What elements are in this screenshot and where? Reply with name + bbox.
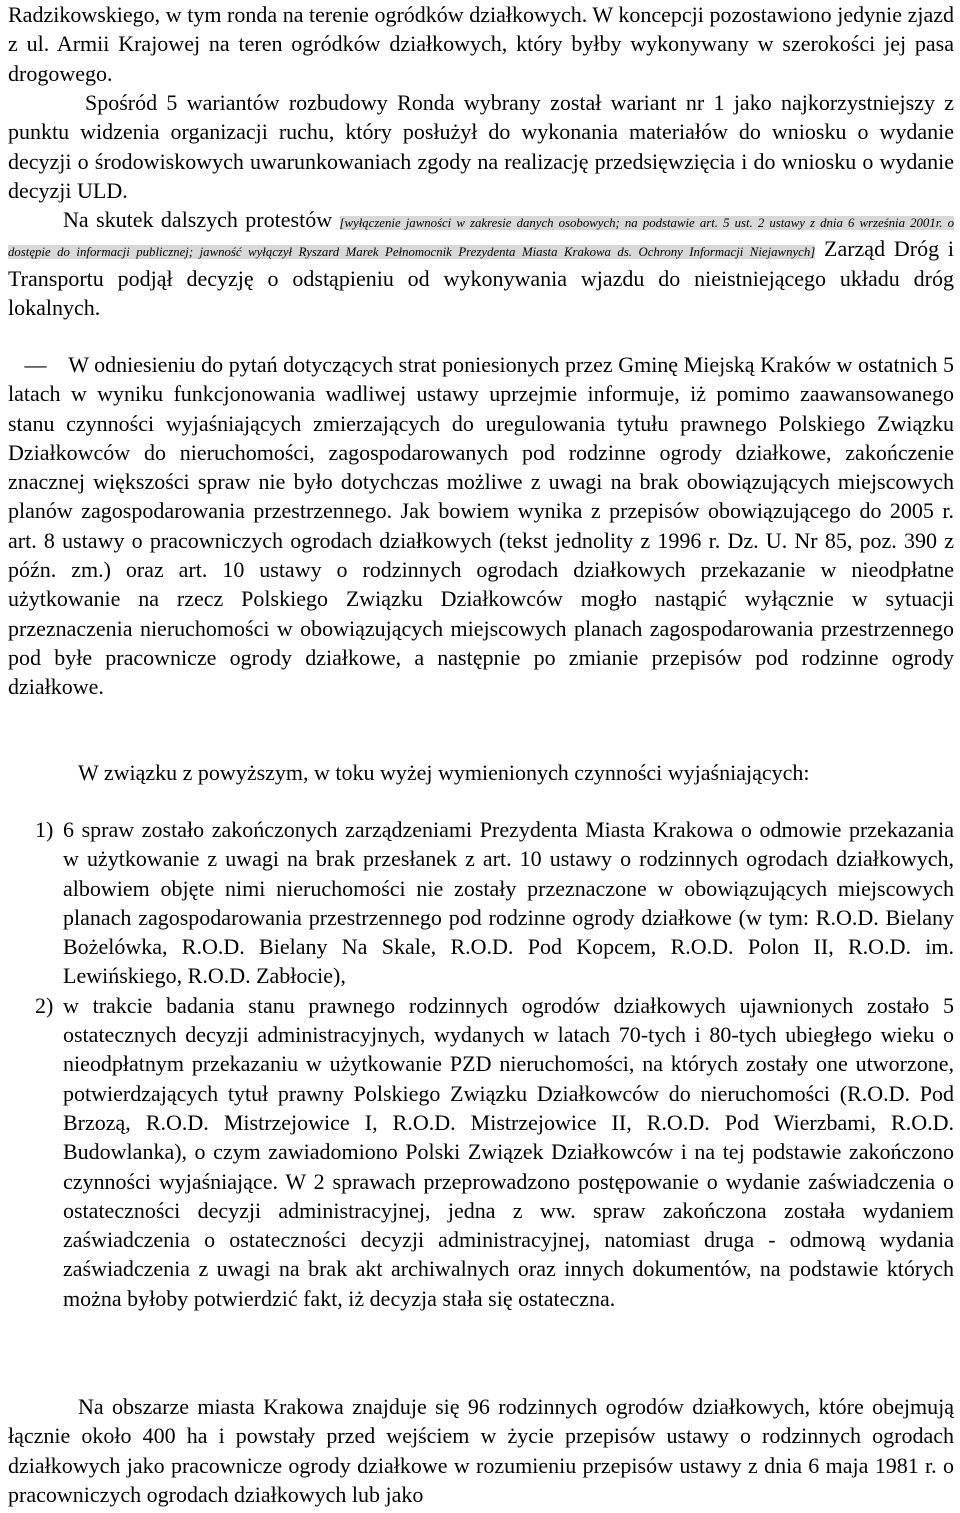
paragraph-6 <box>8 1392 954 1509</box>
paragraph-5 <box>8 758 954 787</box>
findings-list <box>8 815 954 1313</box>
list-item-number: 1) <box>35 817 54 842</box>
paragraph-2-text: Spośród 5 wariantów rozbudowy Ronda wybrany został wariant nr 1 jako najkorzystniejszy z punktu widzenia organizacji ruchu, który posłużył do wykonania materiałów do wniosku o wydanie decyzji o środowiskowych uwarunkowaniach zgody na realizację przedsięwzięcia i do wniosku o wydanie decyzji ULD. <box>8 90 954 203</box>
paragraph-3 <box>8 205 954 322</box>
list-item <box>8 991 954 1313</box>
list-item-text: w trakcie badania stanu prawnego rodzinnych ogrodów działkowych ujawnionych zostało 5 ostatecznych decyzji administracyjnych, wydanych w latach 70-tych i 80-tych ubiegłego wieku o nieodpłatnym przekazaniu w użytkowanie PZD nieruchomości, na których zostały one utworzone, potwierdzających tytuł prawny Polskiego Związku Działkowców do nieruchomości (R.O.D. Pod Brzozą, R.O.D. Mistrzejowice I, R.O.D. Mistrzejowice II, R.O.D. Pod Wierzbami, R.O.D. Budowlanka), o czym zawiadomiono Polski Związek Działkowców i na tej podstawie zakończono czynności wyjaśniające. W 2 sprawach przeprowadzono postępowanie o wydanie zaświadczenia o ostateczności decyzji administracyjnej, jedna z ww. spraw zakończona została wydaniem zaświadczenia o ostateczności decyzji administracyjnej, natomiast druga - odmową wydania zaświadczenia z uwagi na brak akt archiwalnych oraz innych dokumentów, na podstawie których można byłoby potwierdzić fakt, iż decyzja stała się ostateczna. <box>63 992 954 1311</box>
paragraph-1-text: Radzikowskiego, w tym ronda na terenie ogródków działkowych. W koncepcji pozostawiono jedynie zjazd z ul. Armii Krajowej na teren ogródków działkowych, który byłby wykonywany w szerokości jej pasa drogowego. <box>8 2 954 86</box>
redaction-note: [wyłączenie jawności w zakresie danych osobowych; na podstawie art. 5 ust. 2 ustawy z dnia 6 września 2001r. o dostępie do informacji publicznej; jawność wyłączył Ryszard Marek Pełnomocnik Prezydenta Miasta Krakowa ds. Ochrony Informacji Niejawnych] <box>8 216 955 260</box>
paragraph-4 <box>8 350 954 702</box>
paragraph-4-text: W odniesieniu do pytań dotyczących strat poniesionych przez Gminę Miejską Kraków w ostatnich 5 latach w wyniku funkcjonowania wadliwej ustawy uprzejmie informuje, iż pomimo zaawansowanego stanu czynności wyjaśniających zmierzających do uregulowania tytułu prawnego Polskiego Związku Działkowców do nieruchomości, zagospodarowanych pod rodzinne ogrody działkowe, zakończenie znacznej większości spraw nie było dotychczas możliwe z uwagi na brak obowiązujących miejscowych planów zagospodarowania przestrzennego. Jak bowiem wynika z przepisów obowiązującego do 2005 r. art. 8 ustawy o pracowniczych ogrodach działkowych (tekst jednolity z 1996 r. Dz. U. Nr 85, poz. 390 z późn. zm.) oraz art. 10 ustawy o rodzinnych ogrodach działkowych przekazanie w nieodpłatne użytkowanie na rzecz Polskiego Związku Działkowców mogło nastąpić wyłącznie w sytuacji przeznaczenia nieruchomości w obowiązujących miejscowych planach zagospodarowania przestrzennego pod byłe pracownicze ogrody działkowe, a następnie po zmianie przepisów pod rodzinne ogrody działkowe. <box>8 352 955 700</box>
list-item-number: 2) <box>35 992 54 1018</box>
list-item-text: 6 spraw zostało zakończonych zarządzeniami Prezydenta Miasta Krakowa o odmowie przekazania w użytkowanie z uwagi na brak przesłanek z art. 10 ustawy o rodzinnych ogrodach działkowych, albowiem objęte nimi nieruchomości nie zostały przeznaczone w obowiązujących miejscowych planach zagospodarowania przestrzennego pod rodzinne ogrody działkowe (w tym: R.O.D. Bielany Bożelówka, R.O.D. Bielany Na Skale, R.O.D. Pod Kopcem, R.O.D. Polon II, R.O.D. im. Lewińskiego, R.O.D. Zabłocie), <box>63 817 954 989</box>
paragraph-3-end: Zarząd Dróg i Transportu podjął decyzję o odstąpieniu od wykonywania wjazdu do nieistniejącego układu dróg lokalnych. <box>8 236 954 320</box>
paragraph-5-text: W związku z powyższym, w toku wyżej wymienionych czynności wyjaśniających: <box>78 760 810 785</box>
list-item <box>8 815 954 991</box>
em-dash: — <box>24 352 47 377</box>
paragraph-3-start: Na skutek dalszych protestów <box>63 207 340 232</box>
paragraph-2 <box>8 88 954 205</box>
paragraph-6-text: Na obszarze miasta Krakowa znajduje się 96 rodzinnych ogrodów działkowych, które obejmują łącznie około 400 ha i powstały przed wejściem w życie przepisów ustawy o rodzinnych ogrodach działkowych jako pracownicze ogrody działkowe w rozumieniu przepisów ustawy z dnia 6 maja 1981 r. o pracowniczych ogrodach działkowych lub jako <box>8 1394 954 1507</box>
paragraph-1 <box>8 0 954 88</box>
